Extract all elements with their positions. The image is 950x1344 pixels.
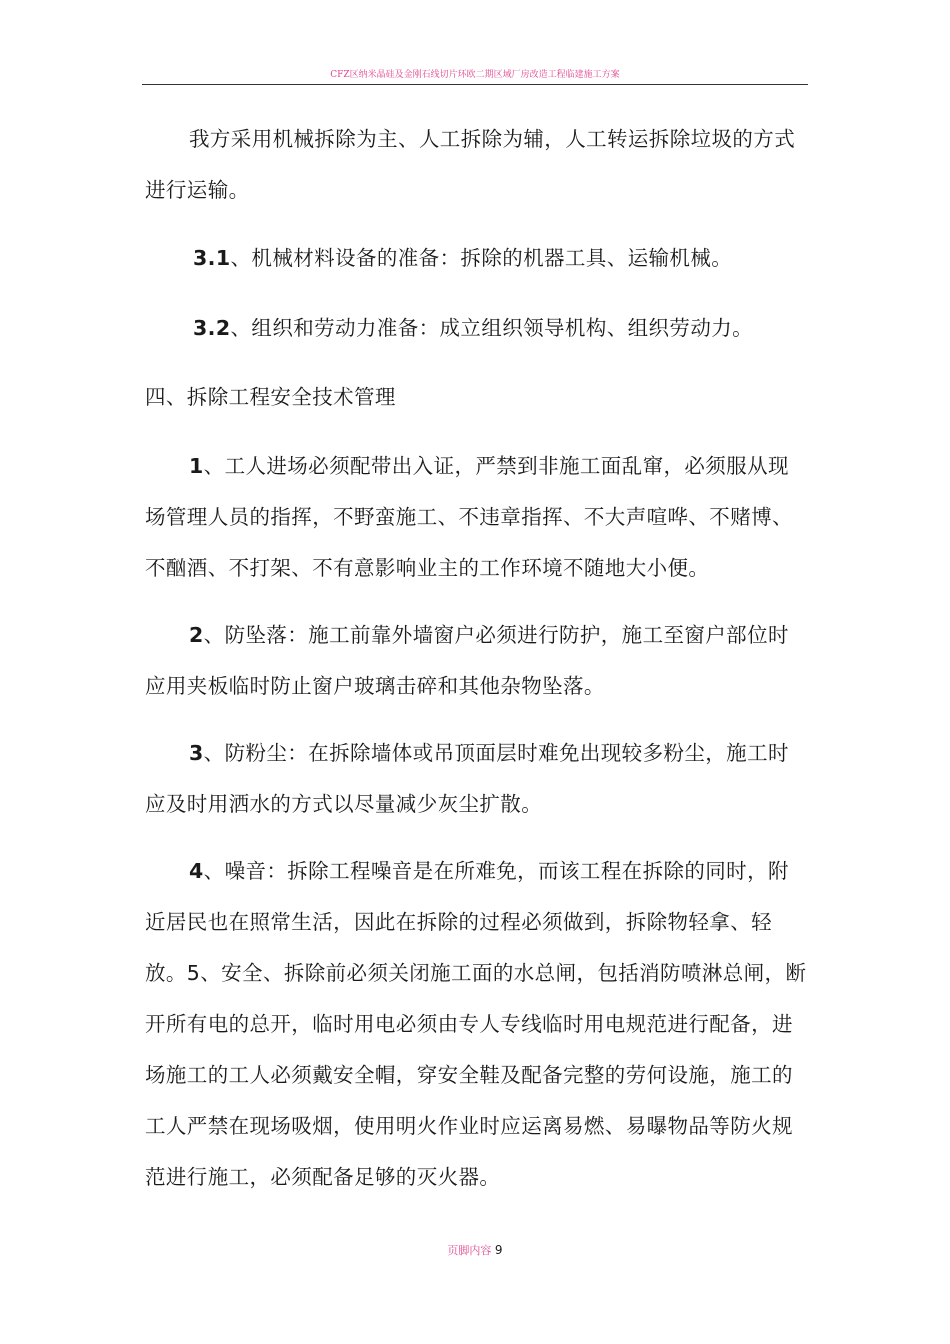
page-footer xyxy=(0,1242,950,1258)
item-number: 4 xyxy=(189,859,204,883)
section-text: 、组织和劳动力准备：成立组织领导机构、组织劳动力。 xyxy=(230,316,754,340)
item-number: 2 xyxy=(189,623,204,647)
item-2 xyxy=(145,610,809,712)
section-heading: 四、拆除工程安全技术管理 xyxy=(145,385,396,409)
section-3-2 xyxy=(145,303,809,354)
item-text: 、防粉尘：在拆除墙体或吊顶面层时难免出现较多粉尘，施工时应及时用洒水的方式以尽量减少灰尘扩散。 xyxy=(145,741,789,816)
page-number: 9 xyxy=(494,1243,503,1257)
body-paragraph-1 xyxy=(145,114,809,216)
item-4 xyxy=(145,846,809,1203)
paragraph-text: 我方采用机械拆除为主、人工拆除为辅，人工转运拆除垃圾的方式进行运输。 xyxy=(145,127,796,202)
header-divider xyxy=(142,84,808,85)
item-1 xyxy=(145,441,809,594)
item-3 xyxy=(145,728,809,830)
item-number: 3 xyxy=(189,741,204,765)
section-number: 3.1 xyxy=(193,246,231,270)
item-text: 、工人进场必须配带出入证，严禁到非施工面乱窜，必须服从现场管理人员的指挥，不野蛮施工、不违章指挥、不大声喧哗、不赌博、不酗酒、不打架、不有意影响业主的工作环境不随地大小便。 xyxy=(145,454,793,580)
section-text: 、机械材料设备的准备：拆除的机器工具、运输机械。 xyxy=(230,246,733,270)
item-text: 、防坠落：施工前靠外墙窗户必须进行防护，施工至窗户部位时应用夹板临时防止窗户玻璃击碎和其他杂物坠落。 xyxy=(145,623,789,698)
item-text: 、噪音：拆除工程噪音是在所难免，而该工程在拆除的同时，附近居民也在照常生活，因此在拆除的过程必须做到，拆除物轻拿、轻放。5、安全、拆除前必须关闭施工面的水总闸，包括消防喷淋总闸，断开所有电的总开，临时用电必须由专人专线临时用电规范进行配备，进场施工的工人必须戴安全帽，穿安全鞋及配备完整的劳何设施，施工的工人严禁在现场吸烟，使用明火作业时应运离易燃、易曝物品等防火规范进行施工，必须配备足够的灭火器。 xyxy=(145,859,807,1189)
page-header: CFZ区纳米晶硅及金刚石线切片环欧二期区域厂房改造工程临建施工方案 xyxy=(330,70,620,80)
section-heading-4 xyxy=(145,372,809,423)
footer-label: 页脚内容 xyxy=(447,1244,492,1257)
item-number: 1 xyxy=(189,454,204,478)
section-number: 3.2 xyxy=(193,316,231,340)
section-3-1 xyxy=(145,233,809,284)
